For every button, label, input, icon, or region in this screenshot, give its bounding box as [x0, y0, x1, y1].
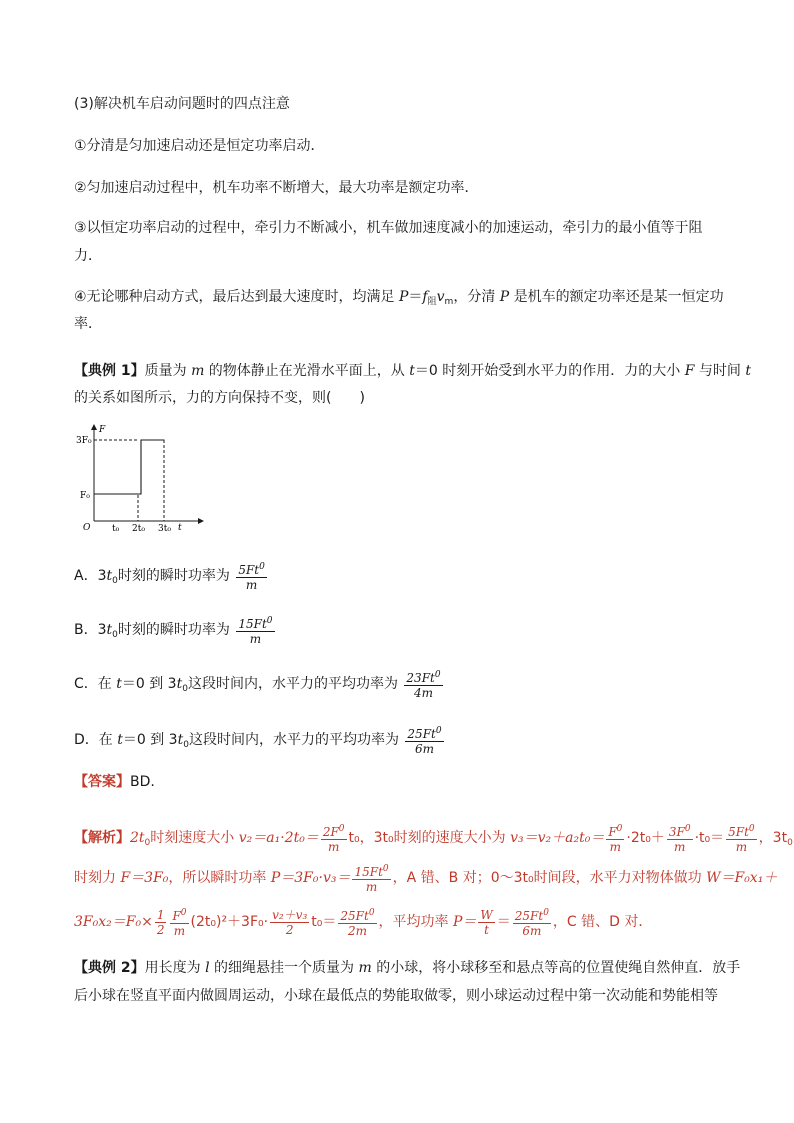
- x-axis-arrow: [198, 518, 204, 524]
- x-axis-label: t: [178, 523, 182, 533]
- option-a[interactable]: A．$3t_0$时刻的瞬时功率为 $\frac{5Ft^0}{m}$: [74, 562, 265, 592]
- option-a-fraction: $\frac{5Ft^0}{m}$: [238, 562, 265, 592]
- example-2-line-2: 后小球在竖直平面内做圆周运动，小球在最低点的势能取做零，则小球运动过程中第一次动能和势能相等: [74, 988, 718, 1004]
- point-3-line-2: 力．: [74, 248, 102, 264]
- x-tick-3t0: 3t₀: [158, 524, 171, 534]
- point-4-line-2: 率．: [74, 316, 102, 332]
- option-c-fraction: $\frac{23Ft^0}{4m}$: [406, 670, 441, 700]
- option-d-fraction: $\frac{25Ft^0}{6m}$: [407, 726, 442, 756]
- force-time-graph: [74, 422, 204, 534]
- answer-value: BD.: [130, 774, 155, 790]
- analysis-line-1: 【解析】$2t_0$时刻速度大小 v₂＝a₁·2t₀＝ $\frac{2F^0}{m}$ t₀，3t₀时刻的速度大小为 v₃＝v₂＋a₂t₀＝ $\frac{F^0}{m}$ ·2t₀＋ $\frac{3F^0}{m}$ ·t₀＝ $\frac{5Ft^0}{m}$ ，$3t_0$: [74, 824, 793, 854]
- analysis-line-2: 时刻力 F＝3F₀，所以瞬时功率 P＝3F₀·v₃＝ $\frac{15Ft^0}{m}$ ，A 错、B 对；0～3t₀时间段，水平力对物体做功 W＝F₀x₁＋: [74, 864, 778, 894]
- origin-label: O: [83, 523, 91, 533]
- point-3-line-1: ③以恒定功率启动的过程中，牵引力不断减小，机车做加速度减小的加速运动，牵引力的最小值等于阻: [74, 220, 703, 236]
- y-axis-label: F: [99, 425, 106, 435]
- force-series-line: [94, 440, 165, 494]
- answer-tag: 【答案】: [74, 774, 130, 790]
- point-1: ①分清是匀加速启动还是恒定功率启动．: [74, 138, 325, 154]
- example-2-tag: 【典例 2】: [74, 960, 145, 976]
- answer: [74, 772, 155, 792]
- example-1-tag: 【典例 1】: [74, 363, 145, 379]
- option-c[interactable]: C．在 t＝0 到 $3t_0$这段时间内，水平力的平均功率为 $\frac{23Ft^0}{4m}$: [74, 670, 441, 700]
- analysis-tag: 【解析】: [74, 830, 130, 846]
- example-1-line-2: 的关系如图所示，力的方向保持不变，则( ): [74, 390, 365, 406]
- example-1-line-1: 【典例 1】质量为 m 的物体静止在光滑水平面上，从 t＝0 时刻开始受到水平力的作用．力的大小 F 与时间 t: [74, 363, 751, 379]
- y-axis-arrow: [91, 424, 97, 430]
- option-b[interactable]: B．$3t_0$时刻的瞬时功率为 $\frac{15Ft^0}{m}$: [74, 616, 273, 646]
- section-heading: (3)解决机车启动问题时的四点注意: [74, 96, 290, 112]
- y-tick-3F0: 3F₀: [76, 436, 92, 446]
- option-b-fraction: $\frac{15Ft^0}{m}$: [238, 616, 273, 646]
- y-tick-F0: F₀: [80, 491, 90, 501]
- x-tick-2t0: 2t₀: [132, 524, 145, 534]
- example-2-line-1: 【典例 2】用长度为 l 的细绳悬挂一个质量为 m 的小球，将小球移至和悬点等高的位置使绳自然伸直．放手: [74, 960, 741, 976]
- x-tick-t0: t₀: [112, 524, 120, 534]
- point-4-line-1: ④无论哪种启动方式，最后达到最大速度时，均满足 $P=f_阻v_m$，分清 P 是机车的额定功率还是某一恒定功: [74, 289, 724, 307]
- analysis-line-3: 3F₀x₂＝F₀× $\frac{1}{2}$ $\frac{F^0}{m}$ (2t₀)²＋3F₀· $\frac{\text{v₂＋v₃}}{2}$ t₀＝ $\frac{25Ft^0}{2m}$ ，平均功率 P＝ $\frac{W}{t}$ ＝ $\frac{25Ft^0}{6m}$ ，C 错、D 对．: [74, 907, 653, 938]
- option-d[interactable]: D．在 t＝0 到 $3t_0$这段时间内，水平力的平均功率为 $\frac{25Ft^0}{6m}$: [74, 726, 442, 756]
- point-2: ②匀加速启动过程中，机车功率不断增大，最大功率是额定功率．: [74, 180, 479, 196]
